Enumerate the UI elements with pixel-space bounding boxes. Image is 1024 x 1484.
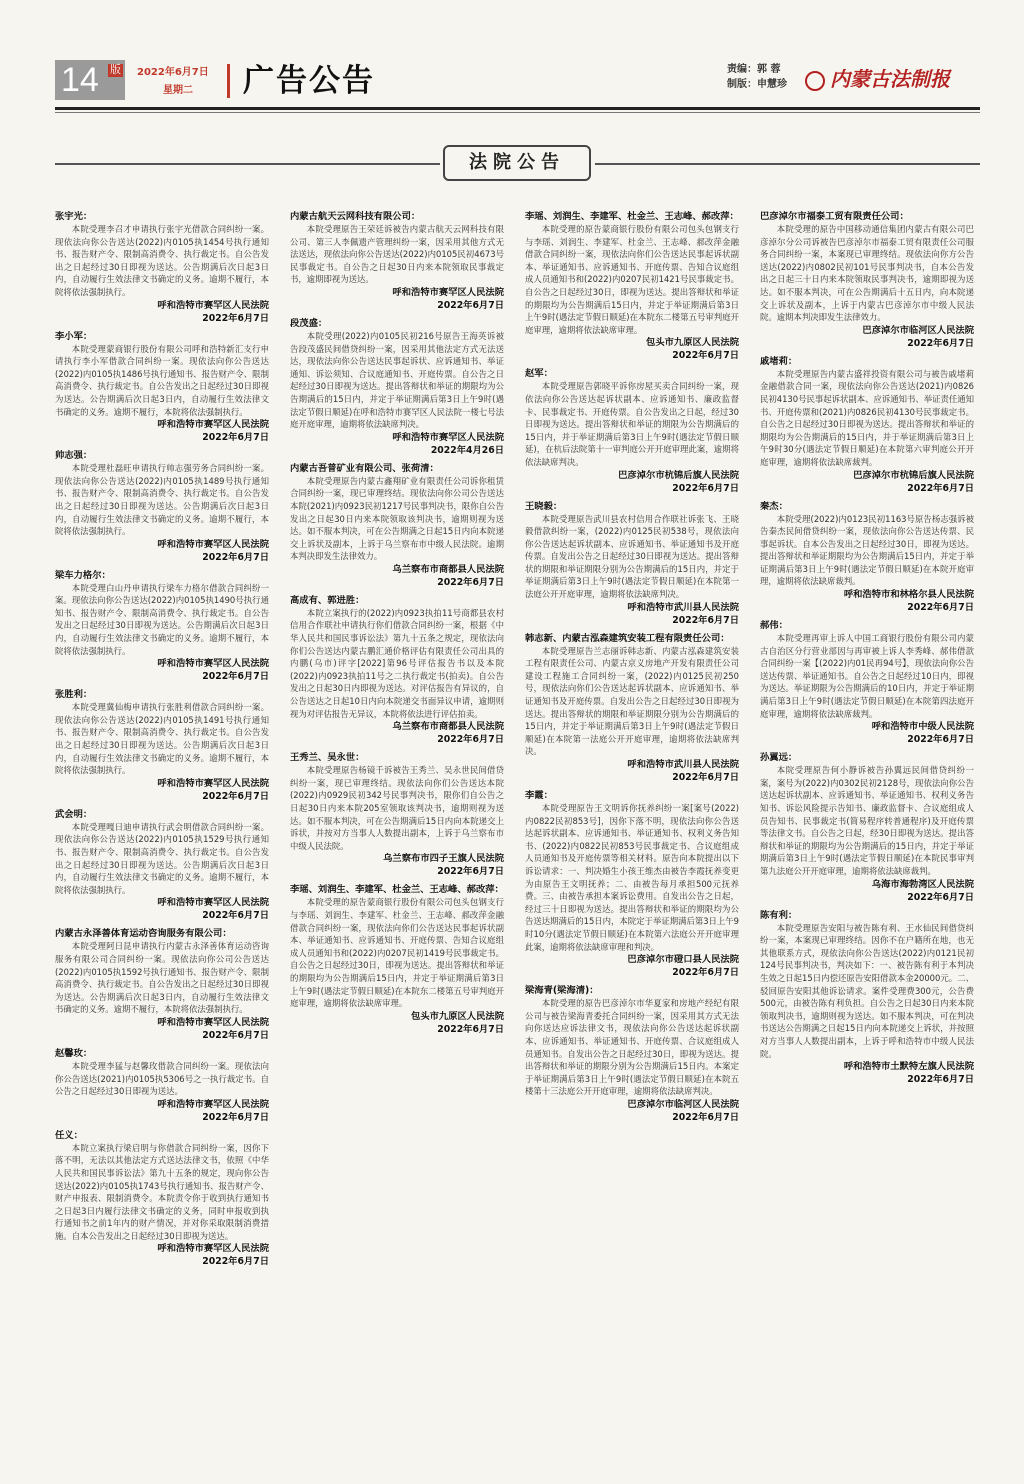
editor-credits [727, 62, 787, 92]
notice-court: 呼和浩特市赛罕区人民法院 [157, 1243, 269, 1255]
notice-date: 2022年6月7日 [202, 551, 269, 563]
notice-date: 2022年6月7日 [202, 1256, 269, 1268]
notice-court: 巴彦淖尔市磴口县人民法院 [627, 954, 739, 966]
header-rule [55, 107, 980, 110]
notice-addressee: 张胜利： [55, 689, 93, 701]
notice-date: 2022年6月7日 [437, 576, 504, 588]
notice-court: 呼和浩特市武川县人民法院 [627, 601, 739, 613]
notice-date: 2022年6月7日 [202, 432, 269, 444]
court-notice [525, 632, 739, 784]
notice-body: 本院受理白山丹申请执行梁车力格尔借款合同纠纷一案。现依法向你公告送达(2022)内0105执1490号执行通知书、报告财产令、限制高消费令、执行裁定书。自公告发出之日起经过30日即视为送达。公告期满后次日起3日内，自动履行生效法律文书确定的义务。逾期不履行，本院将依法强制执行。 [55, 582, 269, 656]
notice-addressee: 内蒙古航天云网科技有限公司： [290, 211, 421, 222]
notice-body: 本院受理冀仙梅申请执行张胜利借款合同纠纷一案。现依法向你公告送达(2022)内0105执1491号执行通知书、报告财产令、限制高消费令、执行裁定书。自公告发出之日起经过30日即视为送达。公告期满后次日起3日内，自动履行生效法律文书确定的义务。逾期不履行，本院将依法强制执行。 [55, 702, 269, 776]
notice-date: 2022年6月7日 [672, 772, 739, 783]
header-divider [227, 64, 230, 98]
notice-addressee: 梁海青(梁海清)： [525, 985, 599, 997]
page-number-box [55, 60, 125, 100]
notice-court: 呼和浩特市赛罕区人民法院 [392, 431, 504, 443]
notice-body: 本院受理原告安阳与被告陈有利、王水仙民间借贷纠纷一案，本案现已审理终结。因你不在户籍所在地，也无其他联系方式，现依法向你公告送达(2022)内0121民初124号民事判决书，判决如下：一、被告陈有利于本判决生效之日起15日内偿还原告安阳借款本金20000元。二、驳回原告安阳其他诉讼请求。案件受理费300元，公告费500元，由被告陈有利负担。自公告之日起30日内来本院领取判决书，逾期则视为送达。如不服本判决，可在判决书送达公告期满之日起15日内向本院递交上诉状，并按照对方当事人人数提出副本，上诉于呼和浩特市中级人民法院。 [760, 922, 974, 1059]
notice-body: 本院受理嘎日迪申请执行武会明借款合同纠纷一案。现依法向你公告送达(2022)内0105执1529号执行通知书、报告财产令、限制高消费令、执行裁定书。自公告发出之日起经过30日即视为送达。公告期满后次日起3日内，自动履行生效法律文书确定的义务。逾期不履行，本院将依法强制执行。 [55, 821, 269, 895]
court-notice [290, 751, 504, 878]
court-notice [525, 367, 739, 494]
notice-addressee: 王晓毅： [525, 500, 563, 512]
notice-body: 本院受理原告郭晓平诉你房屋买卖合同纠纷一案，现依法向你公告送达起诉状副本、应诉通知书、廉政监督卡、民事裁定书、开庭传票。自公告发出之日起，经过30日即视为送达。提出答辩状和举证的期限为公告期满后的15日内，并于举证期满后第3日上午9时(遇法定节假日顺延)，在杭后法院第十一审判庭公开开庭审理此案，逾期将依法缺席判决。 [525, 381, 739, 467]
notice-date: 2022年6月7日 [437, 1023, 504, 1035]
notice-court: 乌兰察布市商都县人民法院 [392, 563, 504, 575]
court-notice [760, 355, 974, 495]
notice-court: 呼和浩特市中级人民法院 [871, 721, 974, 733]
notice-addressee: 内蒙古永泽善体育运动咨询服务有限公司： [55, 928, 232, 940]
notice-addressee: 武会明： [55, 808, 93, 820]
layout-editor-line: 制版：申慧珍 [727, 79, 787, 90]
newspaper-name: 内蒙古法制报 [830, 67, 950, 91]
notice-date: 2022年6月7日 [672, 482, 739, 494]
notice-addressee: 帅志强： [55, 450, 93, 462]
issue-date: 2022年6月7日 [137, 67, 209, 78]
notice-court: 巴彦淖尔市临河区人民法院 [627, 1098, 739, 1110]
notice-court: 乌海市海勃湾区人民法院 [871, 878, 974, 890]
court-notice [760, 500, 974, 615]
notice-court: 呼和浩特市和林格尔县人民法院 [843, 589, 974, 601]
emblem-icon [805, 71, 825, 91]
notice-body: 本院受理原告杨镜千诉被告王秀兰、吴永世民间借贷纠纷一案，现已审理终结。现依法向你们公告送达本院(2022)内0929民初342号民事判决书，限你们自公告之日起30日内来本院205室领取该判决书，逾期则视为送达。如不服本判决，可在公告期满后15日内向本院递交上诉状，并按对方当事人人数提出副本，上诉于乌兰察布市中级人民法院。 [290, 765, 504, 851]
header-rule-thin [55, 112, 980, 113]
notice-addressee: 李瑶、刘润生、李建军、杜金兰、王志峰、郝改萍： [290, 884, 504, 896]
court-notice [55, 927, 269, 1042]
notice-body: 本院受理的原告蒙商银行股份有限公司包头包钢支行与李瑶、刘润生、李建军、杜金兰、王志峰、郝改萍金融借款合同纠纷一案，现依法向你们公告送达民事起诉状副本、举证通知书、应诉通知书、开庭传票、告知合议庭组成人员通知书和(2022)内0207民初1421号民事裁定书。自公告之日起经过30日，即视为送达。提出答辩状和举证的期限均为公告期满后15日内，并定于举证期满后第3日上午9时(遇法定节假日顺延)在本院东二楼第五号审判庭开庭审理，逾期将依法缺席审理。 [525, 224, 739, 335]
notice-body: 本院受理李召才申请执行张宇光借款合同纠纷一案。现依法向你公告送达(2022)内0105执1454号执行通知书、报告财产令、限制高消费令、执行裁定书。自公告发出之日起经过30日即视为送达。公告期满后次日起3日内，自动履行生效法律文书确定的义务。逾期不履行，本院将依法强制执行。 [55, 224, 269, 297]
notice-addressee: 高成有、郭进胜： [290, 594, 365, 606]
notice-body: 本院受理杜磊旺申请执行帅志强劳务合同纠纷一案。现依法向你公告送达(2022)内0105执1489号执行通知书、报告财产令、限制高消费令、执行裁定书。自公告发出之日起经过30日即视为送达。公告期满后次日起3日内，自动履行生效法律文书确定的义务。逾期不履行，本院将依法强制执行。 [55, 463, 269, 537]
court-notice [290, 594, 504, 746]
notice-date: 2022年6月7日 [907, 337, 974, 349]
notice-body: 本院立案执行梁启明与你借款合同纠纷一案，因你下落不明，无法以其他法定方式送达法律文书，依照《中华人民共和国民事诉讼法》第九十五条的规定，现向你公告送达(2022)内0105执1743号执行通知书、报告财产令、财产申报表、限制消费令。本院责令你于收到执行通知书之日起3日内履行法律文书确定的义务，同时申报收到执行通知书之前1年内的财产情况，并对你采取限制消费措施。自本公告发出之日起经过30日即视为送达。 [55, 1142, 269, 1241]
banner-title: 法院公告 [443, 145, 591, 181]
notice-addressee: 梁车力格尔： [55, 569, 111, 581]
notice-addressee: 戚堵莉： [760, 355, 798, 367]
notice-body: 本院受理蒙商银行股份有限公司呼和浩特新汇支行申请执行李小军借款合同纠纷一案。现依法向你公告送达(2022)内0105执1486号执行通知书、报告财产令、限制高消费令、执行裁定书。自公告发出之日起经过30日即视为送达。公告期满后次日起3日内，自动履行生效法律文书确定的义务。逾期不履行，本院将依法强制执行。 [55, 343, 269, 417]
court-notice [55, 1047, 269, 1124]
column-2 [290, 210, 504, 1480]
court-notice [525, 500, 739, 627]
court-notice [55, 808, 269, 923]
notice-addressee: 赵馨玫： [55, 1047, 93, 1059]
notice-addressee: 任义： [55, 1129, 83, 1141]
notice-addressee: 巴彦淖尔市福泰工贸有限责任公司： [760, 211, 909, 222]
notice-body: 本院受理原告何小静诉被告孙翼远民间借贷纠纷一案，案号为(2022)内0302民初2128号，现依法向你公告送达起诉状副本、应诉通知书、举证通知书、权利义务告知书、诉讼风险提示告知书、廉政监督卡、合议庭组成人员告知书、民事裁定书(简易程序转普通程序)及开庭传票等法律文书。自公告之日起，经30日即视为送达。提出答辩状和举证的期限均为公告期满后的15日内，并定于举证期满后第3日上午9时(遇法定节假日顺延)在本院民事审判第九法庭公开开庭审理，逾期将依法缺席裁判。 [760, 765, 974, 876]
banner-rule-left [55, 163, 440, 165]
court-notice [760, 619, 974, 746]
notice-court: 呼和浩特市赛罕区人民法院 [157, 299, 269, 311]
notice-body: 本院立案执行的(2022)内0923执拍11号商都县农村信用合作联社申请执行你们借款合同纠纷一案，根据《中华人民共和国民事诉讼法》第九十五条之规定，现依法向你们公告送达内蒙古鹏汇通价格评估有限责任公司出具的内鹏(乌市)评字[2022]第96号评估报告书以及本院(2022)内0923执拍11号之二执行裁定书(拍卖)。自公告发出之日起30日内即视为送达。对评估报告有异议的，自公告送达之日起10日内向本院递交书面异议申请，逾期则视为对评估报告无异议，本院将依法进行评估拍卖。 [290, 607, 504, 719]
court-notice [55, 569, 269, 684]
notice-body: 本院受理的原告巴彦淖尔市华夏家和房地产经纪有限公司与被告梁海青委托合同纠纷一案，因采用其方式无法向你送达应诉法律文书，现依法向你公告送达起诉状副本、应诉通知书、举证通知书、开庭传票、合议庭组成人员通知书。自发出公告之日起经过30日，即视为送达。提出答辩状和举证的期限分别为公告期满后15日内。本案定于举证期满后第3日上午9时(遇法定节假日顺延)在本院五楼第十三法庭公开开庭审理，逾期将依法缺席判决。 [525, 998, 739, 1097]
court-notice [55, 330, 269, 445]
notice-court: 呼和浩特市赛罕区人民法院 [157, 777, 269, 789]
notice-date: 2022年6月7日 [437, 866, 504, 878]
notice-body: 本院受理的原告中国移动通信集团内蒙古有限公司巴彦淖尔分公司诉被告巴彦淖尔市福泰工贸有限责任公司服务合同纠纷一案，本案现已审理终结。现依法向你方公告送达(2022)内0802民初101号民事判决书，自本公告发出之日起三十日内来本院领取民事判决书，逾期即视为送达。如不服本判决，可在公告期满后十五日内，向本院递交上诉状及副本，上诉于内蒙古巴彦淖尔市中级人民法院。逾期本判决即发生法律效力。 [760, 224, 974, 323]
notice-addressee: 孙翼远： [760, 752, 798, 764]
notice-date: 2022年4月26日 [430, 444, 504, 456]
banner-rule-right [595, 163, 980, 165]
newspaper-logo [805, 64, 950, 94]
court-notice [760, 210, 974, 350]
court-notice [55, 688, 269, 803]
notice-date: 2022年6月7日 [672, 1111, 739, 1123]
notice-addressee: 张宇光： [55, 211, 93, 222]
court-notice [760, 909, 974, 1087]
notice-date: 2022年6月7日 [437, 734, 504, 746]
notice-court: 呼和浩特市赛罕区人民法院 [157, 419, 269, 431]
notice-addressee: 李霞： [525, 790, 553, 801]
notice-court: 巴彦淖尔市临河区人民法院 [862, 324, 974, 336]
court-notice [55, 1129, 269, 1269]
section-title: 广告公告 [243, 63, 375, 99]
notice-body: 本院受理的原告蒙商银行股份有限公司包头包钢支行与李瑶、刘润生、李建军、杜金兰、王志峰、郝改萍金融借款合同纠纷一案，现依法向你们公告送达民事起诉状副本、举证通知书、应诉通知书、开庭传票、告知合议庭组成人员通知书和(2022)内0207民初1419号民事裁定书。自公告之日起经过30日，即视为送达。提出答辩状和举证的期限均为公告期满后15日内，并定于举证期满后第3日上午9时(遇法定节假日顺延)在本院东二楼第五号审判庭开庭审理，逾期将依法缺席审理。 [290, 897, 504, 1009]
notice-court: 巴彦淖尔市杭锦后旗人民法院 [853, 469, 974, 481]
notice-body: 本院受理原告王文明诉你抚养纠纷一案[案号(2022)内0822民初853号]，因你下落不明，现依法向你公告送达起诉状副本、应诉通知书、举证通知书、权利义务告知书、(2022)内0822民初853号民事裁定书、合议庭组成人员通知书及开庭传票等相关材料。原告向本院提出以下诉讼请求：一、判决婚生小孩王维杰由被告李霞抚养变更为由原告王文明抚养；二、由被告每月承担500元抚养费。三、由被告承担本案诉讼费用。自发出公告之日起，经过三十日即视为送达。提出答辩状和举证的期限均为公告送达期满后的15日内，本院定于举证期满后第3日上午9时10分(遇法定节假日顺延)在本院第六法庭公开开庭审理此案，逾期将依法缺席审理和判决。 [525, 803, 739, 952]
court-notice [525, 789, 739, 979]
notice-date: 2022年6月7日 [907, 1074, 974, 1086]
notice-date: 2022年6月7日 [907, 734, 974, 746]
notice-addressee: 李小军： [55, 330, 93, 342]
notice-date: 2022年6月7日 [202, 910, 269, 922]
court-notice [290, 462, 504, 589]
notice-columns [55, 210, 980, 1480]
column-1 [55, 210, 269, 1480]
notice-court: 呼和浩特市赛罕区人民法院 [157, 538, 269, 550]
page-ban-label: 版 [110, 64, 121, 76]
court-notice [55, 449, 269, 564]
notice-date: 2022年6月7日 [202, 1029, 269, 1041]
notice-body: 本院受理李猛与赵馨玫借款合同纠纷一案。现依法向你公告送达(2021)内0105执5306号之一执行裁定书。自公告之日起经过30日即视为送达。 [55, 1060, 269, 1097]
notice-court: 包头市九原区人民法院 [646, 337, 739, 349]
notice-court: 乌兰察布市四子王旗人民法院 [383, 853, 504, 865]
notice-date: 2022年6月7日 [672, 614, 739, 626]
notice-body: 本院受理阿日昆申请执行内蒙古永泽善体育运动咨询服务有限公司合同纠纷一案。现依法向你公司公告送达(2022)内0105执1592号执行通知书、报告财产令、限制高消费令、执行裁定书。自公告发出之日起经过30日即视为送达。公告期满后次日起3日内，自动履行生效法律文书确定的义务。逾期不履行，本院将依法强制执行。 [55, 941, 269, 1015]
notice-addressee: 郝伟： [760, 620, 788, 632]
notice-date: 2022年6月7日 [202, 312, 269, 324]
notice-addressee: 陈有利： [760, 909, 798, 921]
notice-date: 2022年6月7日 [907, 891, 974, 903]
notice-body: 本院受理原告王荣廷诉被告内蒙古航天云网科技有限公司、第三人李佩遗产管理纠纷一案，因采用其他方式无法送达，现依法向你公告送达(2022)内0105民初4673号民事裁定书。自公告之日起30日内来本院领取民事裁定书，逾期即视为送达。 [290, 224, 504, 285]
notice-addressee: 李瑶、刘润生、李建军、杜金兰、王志峰、郝改萍： [525, 211, 739, 222]
notice-date: 2022年6月7日 [437, 299, 504, 311]
notice-body: 本院受理原告内蒙古鑫翔矿业有限责任公司诉你租赁合同纠纷一案，现已审理终结。现依法向你公司公告送达本院(2021)内0923民初1217号民事判决书，限你自公告发出之日起30日内来本院领取该判决书，逾期则视为送达。如不服本判决，可在公告期满之日起15日内向本院递交上诉状及副本，上诉于乌兰察布市中级人民法院。逾期本判决即发生法律效力。 [290, 475, 504, 562]
notice-date: 2022年6月7日 [202, 671, 269, 683]
notice-body: 本院受理再审上诉人中国工商银行股份有限公司内蒙古自治区分行营业部因与再审被上诉人李秀峰、郝伟借款合同纠纷一案【(2022)内01民再94号】，现依法向你公告送达传票、举证通知书。自公告之日起经过10日内，即视为送达。举证期限为公告期满后的10日内，并定于举证期满后第3日上午9时(遇法定节假日顺延)在本院第四法庭开庭审理，逾期将依法缺席裁判。 [760, 633, 974, 719]
notice-court: 呼和浩特市武川县人民法院 [627, 759, 739, 770]
court-notice [290, 210, 504, 312]
notice-court: 呼和浩特市赛罕区人民法院 [157, 658, 269, 670]
notice-date: 2022年6月7日 [672, 350, 739, 362]
notice-addressee: 赵军： [525, 368, 553, 380]
court-notice [760, 751, 974, 903]
section-banner [55, 145, 980, 183]
notice-court: 包头市九原区人民法院 [411, 1010, 504, 1022]
notice-court: 呼和浩特市土默特左旗人民法院 [843, 1061, 974, 1073]
page-header [55, 60, 980, 104]
court-notice [55, 210, 269, 325]
notice-body: 本院受理(2022)内0123民初1163号原告杨志强诉被告秦杰民间借贷纠纷一案，现依法向你公告送达传票、民事起诉状。自本公告发出之日起经过30日，即视为送达。提出答辩状和举证期限均为公告期满后15日内，并定于举证期满后第3日上午9时(遇法定节假日顺延)在本院开庭审理，逾期将依法缺席裁判。 [760, 513, 974, 587]
court-notice [290, 317, 504, 457]
notice-date: 2022年6月7日 [672, 967, 739, 979]
notice-court: 呼和浩特市赛罕区人民法院 [157, 1016, 269, 1028]
page-number: 14 [61, 61, 99, 99]
notice-addressee: 韩志新、内蒙古泓森建筑安装工程有限责任公司： [525, 632, 730, 644]
notice-addressee: 王秀兰、吴永世： [290, 752, 365, 764]
notice-date: 2022年6月7日 [202, 1111, 269, 1123]
notice-court: 呼和浩特市赛罕区人民法院 [392, 286, 504, 298]
court-notice [525, 984, 739, 1124]
court-notice [525, 210, 739, 362]
notice-court: 呼和浩特市赛罕区人民法院 [157, 897, 269, 909]
notice-addressee: 秦杰： [760, 500, 788, 512]
issue-weekday: 星期二 [163, 85, 193, 96]
notice-body: 本院受理原告武川县农村信用合作联社诉张飞、王晓毅借款纠纷一案，(2022)内0125民初538号，现依法向你公告送达起诉状副本、应诉通知书、举证通知书及开庭传票。自发出公告之日起经过30日即视为送达。提出答辩状的期限和举证期限分别为公告期满后的15日内，并定于举证期满后第3日上午9时(遇法定节假日顺延)在本院第一法庭公开开庭审理，逾期将依法缺席判决。 [525, 513, 739, 600]
notice-date: 2022年6月7日 [907, 482, 974, 494]
notice-body: 本院受理(2022)内0105民初216号原告王海英诉被告段茂盛民间借贷纠纷一案，因采用其他法定方式无法送达，现依法向你公告送达民事起诉状、应诉通知书、举证通知、诉讼须知、合议庭通知书、开庭传票。自公告之日起经过30日即视为送达。提出答辩状和举证的期限均为公告期满后的15日内，并定于举证期满后第3日上午9时(遇法定节假日顺延)在呼和浩特市赛罕区人民法院一楼七号法庭开庭审理，逾期将依法缺席判决。 [290, 330, 504, 430]
notice-addressee: 内蒙古吾普矿业有限公司、张荷清： [290, 462, 439, 474]
notice-court: 巴彦淖尔市杭锦后旗人民法院 [618, 469, 739, 481]
court-notice [290, 883, 504, 1035]
column-4 [760, 210, 974, 1480]
notice-court: 乌兰察布市商都县人民法院 [392, 721, 504, 733]
notice-addressee: 段茂盛： [290, 317, 328, 329]
notice-body: 本院受理原告内蒙古盛祥投资有限公司与被告戚堵莉金融借款合同一案，现依法向你公告送达(2021)内0826民初4130号民事起诉状副本、应诉通知书、举证责任通知书、开庭传票和(2021)内0826民初4130号民事裁定书。自公告之日起经过30日即视为送达。提出答辩状和举证的期限均为公告期满后的15日内，并于举证期满后第3日上午9时30分(遇法定节假日顺延)在本院第六审判庭公开开庭审理，逾期将依法缺席裁判。 [760, 368, 974, 467]
notice-body: 本院受理原告兰志丽诉韩志新、内蒙古泓森建筑安装工程有限责任公司、内蒙古京义房地产开发有限责任公司建设工程施工合同纠纷一案，(2022)内0125民初250号，现依法向你们公告送达起诉状副本、应诉通知书、举证通知书及开庭传票。自发出公告之日起经过30日即视为送达。提出答辩状的期限和举证期限分别为公告期满后的15日内，并定于举证期满后第3日上午9时(遇法定节假日顺延)在本院第一法庭公开开庭审理，逾期将依法缺席判决。 [525, 645, 739, 757]
notice-court: 呼和浩特市赛罕区人民法院 [157, 1098, 269, 1110]
editor-line: 责编：郭 蓉 [727, 64, 781, 75]
notice-date: 2022年6月7日 [202, 790, 269, 802]
column-3 [525, 210, 739, 1480]
notice-date: 2022年6月7日 [907, 602, 974, 614]
